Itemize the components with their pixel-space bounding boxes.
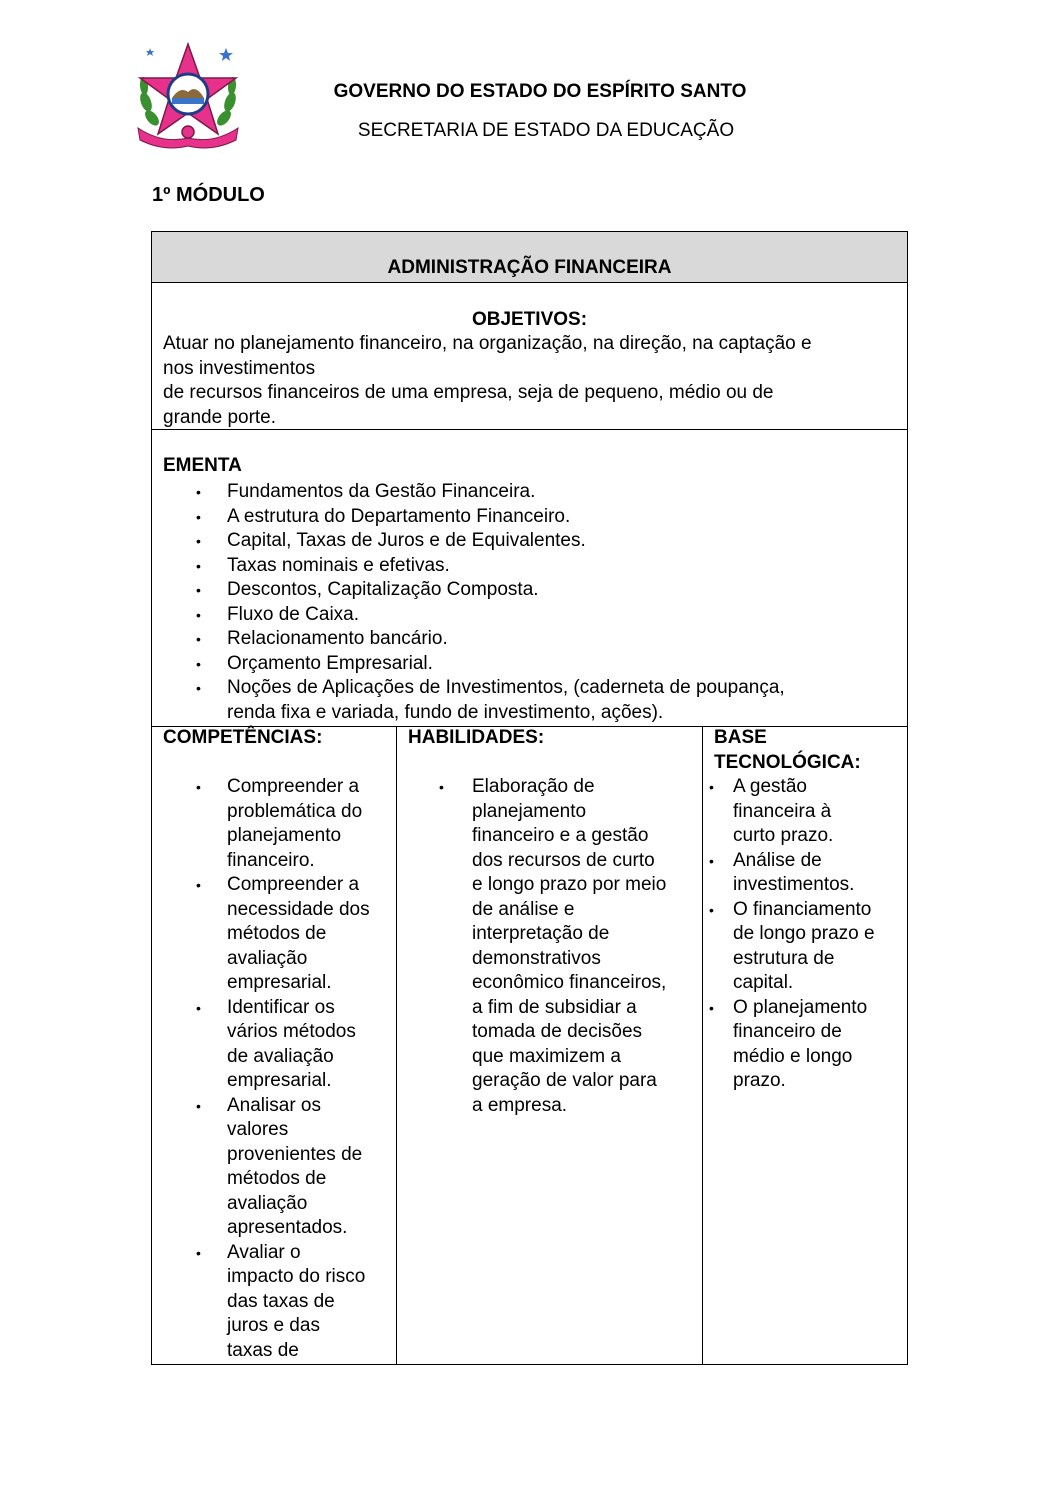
list-item: • Avaliar o impacto do risco das taxas de juros e das taxas de xyxy=(196,1241,366,1361)
secretariat-title: SECRETARIA DE ESTADO DA EDUCAÇÃO xyxy=(357,120,735,141)
list-item: • O financiamento de longo prazo e estrutura de capital. xyxy=(709,898,875,993)
state-coat-of-arms-emblem xyxy=(132,40,244,152)
list-item: • Descontos, Capitalização Composta. xyxy=(152,578,892,603)
list-item: • Taxas nominais e efetivas. xyxy=(152,554,892,579)
list-item: • Identificar os vários métodos de avaliação empresarial. xyxy=(196,996,356,1091)
bullet-icon: • xyxy=(196,680,201,696)
list-item: • A gestão financeira à curto prazo. xyxy=(709,776,834,846)
objectives-line: de recursos financeiros de uma empresa, seja de pequeno, médio ou de xyxy=(163,382,774,403)
course-table xyxy=(151,231,908,1365)
list-item: • Fluxo de Caixa. xyxy=(152,603,892,628)
objectives-line: nos investimentos xyxy=(163,357,316,379)
table-divider xyxy=(152,429,907,430)
module-title: 1º MÓDULO xyxy=(152,184,265,206)
bullet-icon: • xyxy=(709,901,714,918)
bullet-icon: • xyxy=(196,779,201,795)
list-item: • A estrutura do Departamento Financeiro. xyxy=(152,505,892,530)
list-item: • Noções de Aplicações de Investimentos, (caderneta de poupança, renda fixa e variada, fundo de investimento, ações). xyxy=(196,677,785,723)
bullet-icon: • xyxy=(196,606,201,623)
bullet-icon: • xyxy=(196,557,201,574)
bullet-icon: • xyxy=(196,1244,201,1261)
bullet-icon: • xyxy=(196,877,201,893)
objectives-heading: OBJETIVOS: xyxy=(471,309,588,330)
bullet-icon: • xyxy=(709,999,714,1016)
list-item: • Compreender a problemática do planejamento financeiro. xyxy=(196,776,363,871)
bullet-icon: • xyxy=(709,852,714,869)
bullet-icon: • xyxy=(439,779,444,795)
table-title-cell xyxy=(152,232,907,282)
competencias-list xyxy=(152,775,397,1363)
list-item: • Elaboração de planejamento financeiro e a gestão dos recursos de curto e longo prazo por meio de análise e interpretação de demonstrativos econômico financeiros, a fim de subsidiar a tomada de decisões que maximizem a geração de valor para a empresa. xyxy=(439,776,667,1116)
bullet-icon: • xyxy=(196,582,201,598)
objectives-line: Atuar no planejamento financeiro, na organização, na direção, na captação e xyxy=(163,333,812,354)
bullet-icon: • xyxy=(196,655,201,672)
table-divider xyxy=(152,282,907,283)
government-title: GOVERNO DO ESTADO DO ESPÍRITO SANTO xyxy=(333,81,747,102)
bullet-icon: • xyxy=(196,631,201,647)
list-item: • Capital, Taxas de Juros e de Equivalentes. xyxy=(152,529,892,554)
list-item: • O planejamento financeiro de médio e longo prazo. xyxy=(709,996,868,1091)
habilidades-heading: HABILIDADES: xyxy=(408,727,545,748)
base-tecnologica-heading: BASE TECNOLÓGICA: xyxy=(714,727,861,773)
list-item: • Análise de investimentos. xyxy=(709,849,855,895)
bullet-icon: • xyxy=(196,533,201,549)
competencias-heading: COMPETÊNCIAS: xyxy=(163,727,323,748)
list-item: • Fundamentos da Gestão Financeira. xyxy=(152,480,892,505)
ementa-heading: EMENTA xyxy=(163,455,242,476)
bullet-icon: • xyxy=(709,779,714,795)
bullet-icon: • xyxy=(196,1097,201,1114)
bullet-icon: • xyxy=(196,999,201,1016)
objectives-line: grande porte. xyxy=(163,406,277,428)
list-item: • Orçamento Empresarial. xyxy=(152,652,892,677)
list-item: • Analisar os valores provenientes de métodos de avaliação apresentados. xyxy=(196,1094,363,1238)
bullet-icon: • xyxy=(196,484,201,500)
list-item: • Compreender a necessidade dos métodos de avaliação empresarial. xyxy=(196,874,370,993)
table-title: ADMINISTRAÇÃO FINANCEIRA xyxy=(387,257,672,278)
bullet-icon: • xyxy=(196,508,201,525)
base-tecnologica-list xyxy=(703,775,907,1094)
list-item: • Relacionamento bancário. xyxy=(152,627,892,652)
habilidades-list xyxy=(397,775,703,1118)
ementa-list xyxy=(152,480,892,725)
objectives-text xyxy=(163,332,898,430)
